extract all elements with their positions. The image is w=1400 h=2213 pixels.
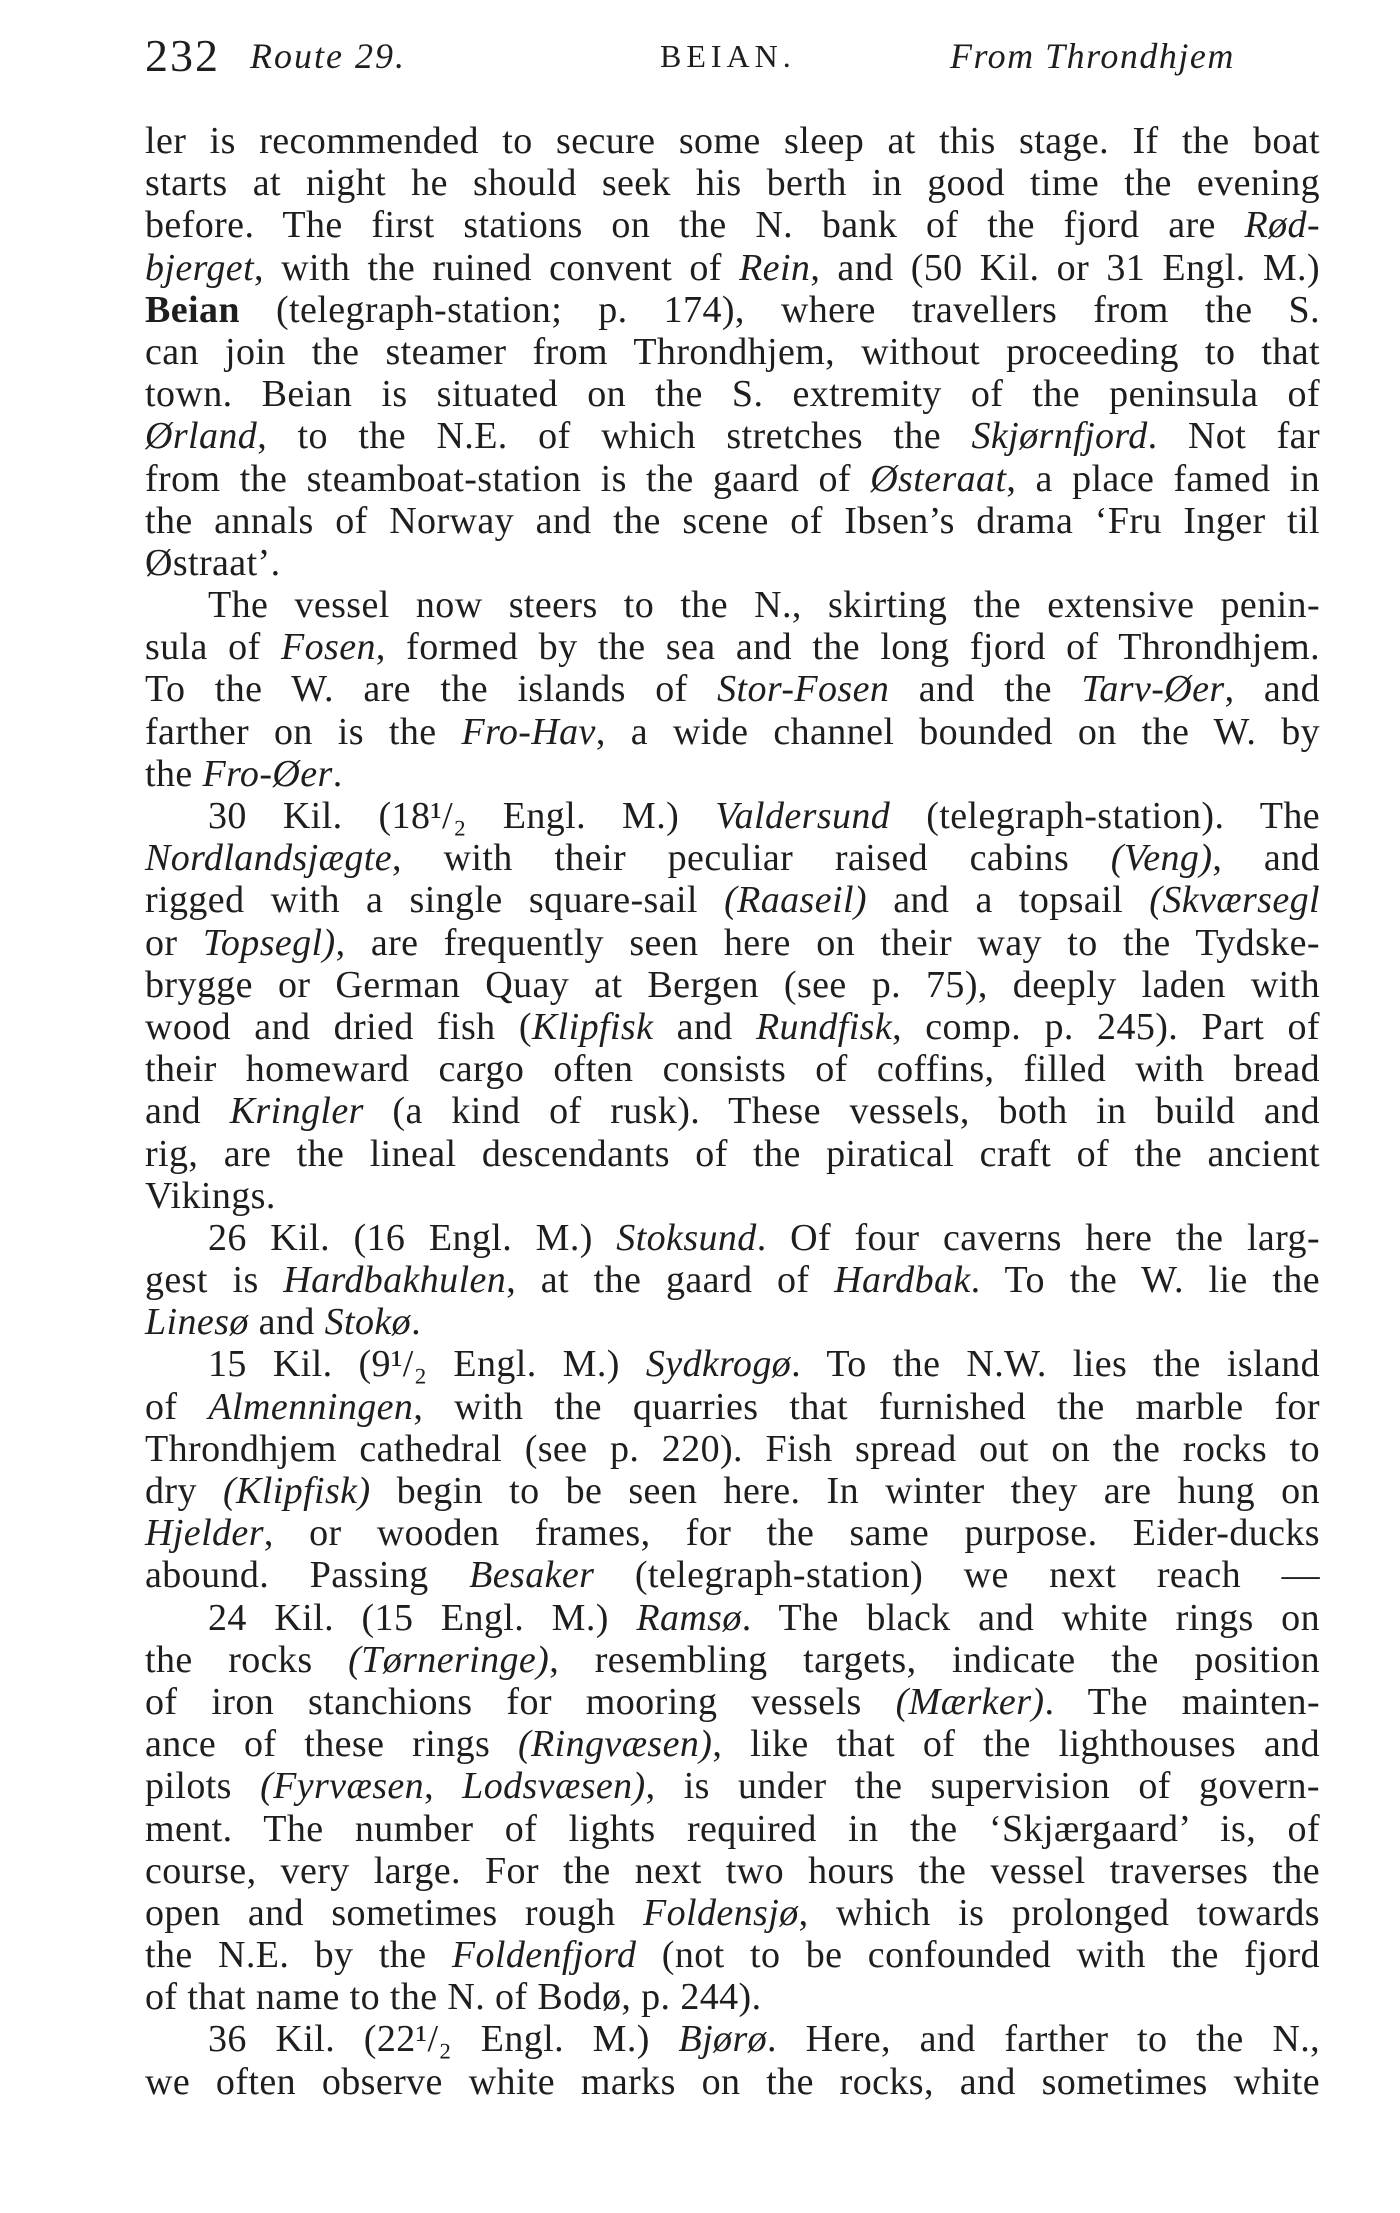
- text-run: , to the N.E. of which stretches the: [257, 415, 972, 458]
- italic-term: Fro-Øer: [202, 752, 333, 795]
- italic-term: Lodsvæsen): [462, 1765, 646, 1808]
- text-run: (telegraph-station; p. 174), where travellers from the S.: [239, 288, 1320, 331]
- paragraph: [145, 795, 1320, 1217]
- text-run: or: [145, 921, 203, 964]
- text-run: brygge or German Quay at Bergen (see p. 75), deeply laden with: [145, 963, 1320, 1006]
- italic-term: Klipfisk: [531, 1005, 654, 1048]
- italic-term: Fosen: [281, 626, 376, 669]
- text-run: ment. The number of lights required in the ‘Skjærgaard’ is, of: [145, 1807, 1320, 1850]
- text-run: farther on is the: [145, 710, 462, 753]
- text-run: course, very large. For the next two hours the vessel traverses the: [145, 1849, 1320, 1892]
- italic-term: Hardbak: [834, 1259, 971, 1302]
- text-run: and: [145, 1090, 230, 1133]
- text-run: , with their peculiar raised cabins: [392, 837, 1111, 880]
- text-line: [145, 837, 1320, 879]
- text-line: [145, 542, 1320, 584]
- paragraph: [145, 120, 1320, 584]
- text-run: 24 Kil. (15 Engl. M.): [208, 1596, 637, 1639]
- text-run: ler is recommended to secure some sleep at this stage. If the boat: [145, 120, 1320, 162]
- italic-term: (Skværsegl: [1149, 879, 1320, 922]
- italic-term: Foldensjø: [643, 1891, 799, 1934]
- italic-term: bjerget: [145, 246, 255, 289]
- text-run: the: [145, 752, 203, 795]
- text-run: 36 Kil. (22¹/₂ Engl. M.): [208, 2018, 679, 2061]
- text-line: [145, 1976, 1320, 2018]
- text-line: [145, 711, 1320, 753]
- text-line: [145, 795, 1320, 837]
- italic-term: Linesø: [145, 1301, 249, 1344]
- text-run: their homeward cargo often consists of coffins, filled with bread: [145, 1048, 1320, 1091]
- text-run: open and sometimes rough: [145, 1891, 644, 1934]
- page-number: 232: [145, 30, 220, 81]
- text-line: [145, 1723, 1320, 1765]
- text-run: The vessel now steers to the N., skirting the extensive penin-: [208, 584, 1320, 627]
- text-run: of iron stanchions for mooring vessels: [145, 1680, 896, 1723]
- text-run: and: [653, 1005, 756, 1048]
- text-line: [145, 1554, 1320, 1596]
- italic-term: (Fyrvæsen: [260, 1765, 425, 1808]
- text-run: , a place famed in: [1006, 457, 1320, 500]
- text-run: gest is: [145, 1259, 284, 1302]
- text-run: , which is prolonged towards: [798, 1891, 1320, 1934]
- text-run: .: [411, 1301, 421, 1344]
- text-line: [145, 1808, 1320, 1850]
- text-line: [145, 458, 1320, 500]
- text-run: . To the N.W. lies the island: [791, 1343, 1320, 1386]
- text-line: [145, 1133, 1320, 1175]
- running-head-route: Route 29.: [250, 36, 406, 76]
- text-line: [145, 964, 1320, 1006]
- text-line: [145, 2061, 1320, 2103]
- text-run: Vikings.: [145, 1174, 276, 1217]
- italic-term: (Raaseil): [724, 879, 867, 922]
- text-line: [145, 1006, 1320, 1048]
- italic-term: Hjelder: [145, 1512, 264, 1555]
- text-line: [145, 162, 1320, 204]
- italic-term: Østeraat: [870, 457, 1007, 500]
- text-line: [145, 1259, 1320, 1301]
- italic-term: Stoksund: [616, 1216, 757, 1259]
- italic-term: Foldenfjord: [451, 1934, 637, 1977]
- text-run: of that name to the N. of Bodø, p. 244).: [145, 1976, 762, 2019]
- italic-term: (Veng): [1110, 837, 1213, 880]
- text-run: , and: [1212, 837, 1320, 880]
- text-run: the rocks: [145, 1638, 349, 1681]
- text-line: [145, 1217, 1320, 1259]
- text-line: [145, 1048, 1320, 1090]
- italic-term: Ørland: [145, 415, 258, 458]
- text-line: [145, 331, 1320, 373]
- text-run: , and (50 Kil. or 31 Engl. M.): [810, 246, 1320, 289]
- text-run: , or wooden frames, for the same purpose. Eider-ducks: [263, 1512, 1320, 1555]
- text-line: [145, 1428, 1320, 1470]
- italic-term: Hardbakhulen: [283, 1259, 507, 1302]
- text-line: [145, 373, 1320, 415]
- text-run: rig, are the lineal descendants of the piratical craft of the ancient: [145, 1132, 1320, 1175]
- text-line: [145, 626, 1320, 668]
- text-run: . Not far: [1147, 415, 1320, 458]
- text-run: begin to be seen here. In winter they are hung on: [370, 1470, 1320, 1512]
- italic-term: Nordlandsjægte: [145, 837, 392, 880]
- text-run: Throndhjem cathedral (see p. 220). Fish spread out on the rocks to: [145, 1427, 1320, 1470]
- text-line: [145, 1681, 1320, 1723]
- text-run: , resembling targets, indicate the position: [549, 1638, 1321, 1681]
- text-run: , and: [1224, 668, 1320, 711]
- text-run: pilots: [145, 1765, 261, 1808]
- text-run: starts at night he should seek his berth in good time the evening: [145, 162, 1320, 205]
- italic-term: (Mærker): [895, 1680, 1045, 1723]
- text-run: of: [145, 1385, 209, 1428]
- text-line: [145, 204, 1320, 246]
- italic-term: Rein: [739, 246, 811, 289]
- text-run: To the W. are the islands of: [145, 668, 718, 711]
- text-run: (telegraph-station) we next reach —: [594, 1554, 1321, 1597]
- text-run: can join the steamer from Throndhjem, without proceeding to that: [145, 330, 1320, 373]
- text-run: sula of: [145, 626, 282, 669]
- text-line: [145, 120, 1320, 162]
- text-line: [145, 2018, 1320, 2060]
- paragraph: [145, 1597, 1320, 2019]
- text-run: we often observe white marks on the rocks, and sometimes white: [145, 2060, 1320, 2103]
- paragraph: [145, 1217, 1320, 1344]
- text-line: [145, 500, 1320, 542]
- italic-term: Stor-Fosen: [717, 668, 890, 711]
- text-run: and: [248, 1301, 325, 1344]
- text-run: .: [332, 752, 343, 795]
- text-run: 30 Kil. (18¹/₂ Engl. M.): [208, 795, 716, 837]
- italic-term: (Ringvæsen): [518, 1723, 713, 1766]
- text-run: the annals of Norway and the scene of Ibsen’s drama ‘Fru Inger til: [145, 499, 1320, 542]
- text-run: abound. Passing: [145, 1554, 470, 1597]
- text-run: the N.E. by the: [145, 1934, 452, 1977]
- text-line: [145, 247, 1320, 289]
- page-body: [145, 120, 1320, 2103]
- text-line: [145, 668, 1320, 710]
- text-run: Østraat’.: [145, 541, 281, 584]
- running-head-section: From Throndhjem: [950, 36, 1235, 76]
- text-run: (telegraph-station). The: [890, 795, 1320, 837]
- text-run: wood and dried fish (: [145, 1005, 532, 1048]
- text-line: [145, 1470, 1320, 1512]
- italic-term: Ramsø: [636, 1596, 742, 1639]
- italic-term: Sydkrogø: [645, 1343, 792, 1386]
- text-line: [145, 753, 1320, 795]
- text-run: . To the W. lie the: [970, 1259, 1320, 1302]
- text-line: [145, 1343, 1320, 1385]
- text-run: , a wide channel bounded on the W. by: [595, 710, 1320, 753]
- italic-term: Valdersund: [715, 795, 891, 837]
- text-run: ,: [424, 1765, 463, 1808]
- text-line: [145, 1512, 1320, 1554]
- text-line: [145, 1386, 1320, 1428]
- text-line: [145, 1639, 1320, 1681]
- italic-term: Skjørnfjord: [971, 415, 1148, 458]
- text-line: [145, 1850, 1320, 1892]
- text-run: , with the ruined convent of: [254, 246, 740, 289]
- bold-term: Beian: [145, 288, 240, 331]
- italic-term: (Tørneringe): [348, 1638, 550, 1681]
- italic-term: Bjørø: [678, 2018, 768, 2061]
- text-line: [145, 415, 1320, 457]
- text-run: rigged with a single square-sail: [145, 879, 725, 922]
- text-line: [145, 1597, 1320, 1639]
- text-line: [145, 1175, 1320, 1217]
- italic-term: Topsegl): [202, 921, 336, 964]
- text-run: (not to be confounded with the fjord: [636, 1934, 1321, 1977]
- text-run: from the steamboat-station is the gaard of: [145, 457, 871, 500]
- text-run: . Of four caverns here the larg-: [756, 1216, 1320, 1259]
- paragraph: [145, 2018, 1320, 2102]
- italic-term: Kringler: [229, 1090, 364, 1133]
- text-run: , is under the supervision of govern-: [645, 1765, 1320, 1808]
- text-run: before. The first stations on the N. bank of the fjord are: [145, 204, 1245, 247]
- text-line: [145, 1892, 1320, 1934]
- italic-term: Rød-: [1244, 204, 1320, 247]
- italic-term: Fro-Hav: [461, 710, 596, 753]
- text-run: dry: [145, 1470, 223, 1512]
- text-run: , like that of the lighthouses and: [712, 1723, 1320, 1766]
- text-run: and the: [889, 668, 1082, 711]
- text-run: , at the gaard of: [506, 1259, 835, 1302]
- text-run: and a topsail: [866, 879, 1150, 922]
- text-run: 26 Kil. (16 Engl. M.): [208, 1216, 617, 1259]
- text-line: [145, 289, 1320, 331]
- text-line: [145, 922, 1320, 964]
- paragraph: [145, 584, 1320, 795]
- italic-term: Besaker: [469, 1554, 595, 1597]
- text-run: ance of these rings: [145, 1723, 518, 1766]
- text-run: . The mainten-: [1044, 1680, 1321, 1723]
- text-run: , with the quarries that furnished the marble for: [413, 1385, 1320, 1428]
- text-line: [145, 1765, 1320, 1807]
- italic-term: Rundfisk: [755, 1005, 893, 1048]
- text-run: 15 Kil. (9¹/₂ Engl. M.): [208, 1343, 646, 1386]
- text-line: [145, 584, 1320, 626]
- text-line: [145, 1090, 1320, 1132]
- italic-term: Almenningen: [208, 1385, 414, 1428]
- text-run: , formed by the sea and the long fjord of Throndhjem.: [375, 626, 1320, 669]
- running-head-title: BEIAN.: [660, 38, 796, 74]
- italic-term: Tarv-Øer: [1081, 668, 1225, 711]
- text-line: [145, 1934, 1320, 1976]
- text-run: , are frequently seen here on their way to the Tydske-: [335, 921, 1320, 964]
- text-run: , comp. p. 245). Part of: [892, 1005, 1320, 1048]
- text-line: [145, 1301, 1320, 1343]
- text-line: [145, 879, 1320, 921]
- paragraph: [145, 1343, 1320, 1596]
- italic-term: (Klipfisk): [222, 1470, 371, 1512]
- italic-term: Stokø: [324, 1301, 412, 1344]
- text-run: . Here, and farther to the N.,: [767, 2018, 1321, 2061]
- text-run: . The black and white rings on: [741, 1596, 1320, 1639]
- text-run: (a kind of rusk). These vessels, both in build and: [363, 1090, 1320, 1133]
- text-run: town. Beian is situated on the S. extremity of the peninsula of: [145, 373, 1320, 416]
